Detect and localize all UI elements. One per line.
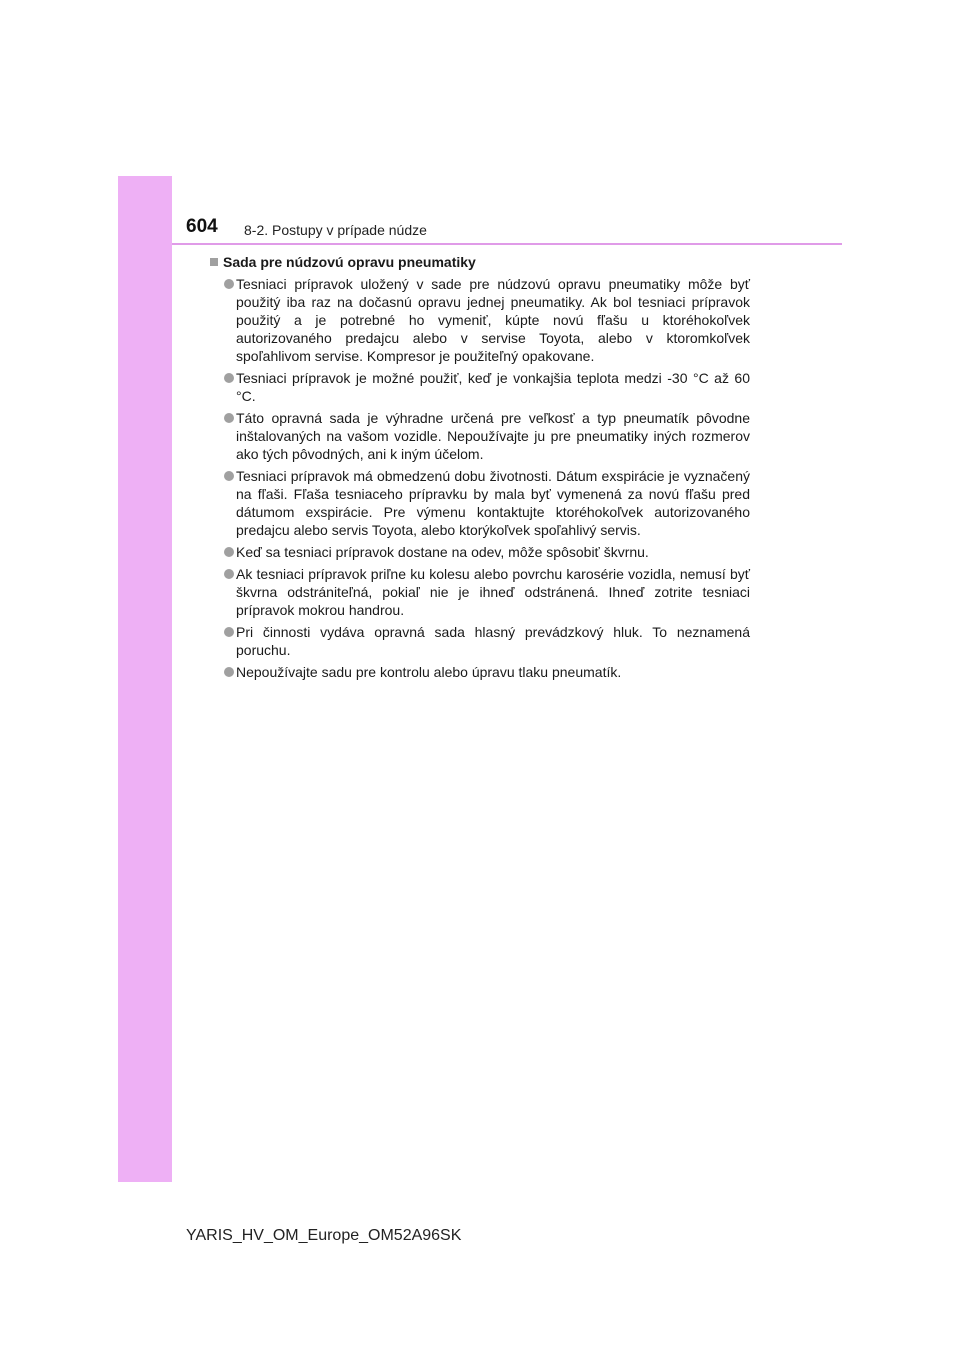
circle-bullet-icon [224,413,234,423]
bullet-list [210,275,750,681]
section-heading-text: Sada pre núdzovú opravu pneumatiky [223,254,476,270]
circle-bullet-icon [224,667,234,677]
list-item [210,467,750,539]
list-item-text: Keď sa tesniaci prípravok dostane na odev, môže spôsobiť škvrnu. [236,544,649,560]
list-item [210,663,750,681]
document-code: YARIS_HV_OM_Europe_OM52A96SK [186,1227,462,1244]
list-item-text: Tesniaci prípravok uložený v sade pre núdzovú opravu pneumatiky môže byť použitý iba raz na dočasnú opravu jednej pneumatiky. Ak bol tesniaci prípravok použitý a je potrebné ho vymeniť, kúpte novú fľašu u ktoréhokoľvek autorizovaného predajcu alebo v servise Toyota, alebo v ktoromkoľvek spoľahlivom servise. Kompresor je použiteľný opakovane. [236,276,750,364]
page-header [118,216,842,246]
list-item [210,275,750,365]
list-item [210,623,750,659]
list-item-text: Tesniaci prípravok je možné použiť, keď je vonkajšia teplota medzi -30 °C až 60 °C. [236,370,750,404]
list-item [210,369,750,405]
header-divider [172,243,842,245]
page-number: 604 [186,216,218,237]
circle-bullet-icon [224,627,234,637]
square-bullet-icon [210,258,218,266]
circle-bullet-icon [224,373,234,383]
chapter-side-band [118,176,172,1182]
list-item-text: Nepoužívajte sadu pre kontrolu alebo úpravu tlaku pneumatík. [236,664,622,680]
circle-bullet-icon [224,569,234,579]
main-content [210,253,750,685]
list-item-text: Pri činnosti vydáva opravná sada hlasný prevádzkový hluk. To neznamená poruchu. [236,624,750,658]
list-item-text: Tesniaci prípravok má obmedzenú dobu životnosti. Dátum exspirácie je vyznačený na fľaši. Fľaša tesniaceho prípravku by mala byť vymenená za novú fľašu pred dátumom exspirácie. Pre výmenu kontaktujte ktoréhokoľvek autorizovaného predajcu alebo servis Toyota, alebo ktorýkoľvek spoľahlivý servis. [236,468,750,538]
list-item [210,543,750,561]
section-title: 8-2. Postupy v prípade núdze [244,222,427,238]
circle-bullet-icon [224,471,234,481]
list-item-text: Táto opravná sada je výhradne určená pre veľkosť a typ pneumatík pôvodne inštalovaných na vašom vozidle. Nepoužívajte ju pre pneumatiky iných rozmerov ako tých pôvodných, ani k iným účelom. [236,410,750,462]
list-item-text: Ak tesniaci prípravok priľne ku kolesu alebo povrchu karosérie vozidla, nemusí byť škvrna odstrániteľná, pokiaľ nie je ihneď odstránená. Ihneď zotrite tesniaci prípravok mokrou handrou. [236,566,750,618]
list-item [210,409,750,463]
list-item [210,565,750,619]
section-heading [210,253,750,271]
circle-bullet-icon [224,547,234,557]
circle-bullet-icon [224,279,234,289]
